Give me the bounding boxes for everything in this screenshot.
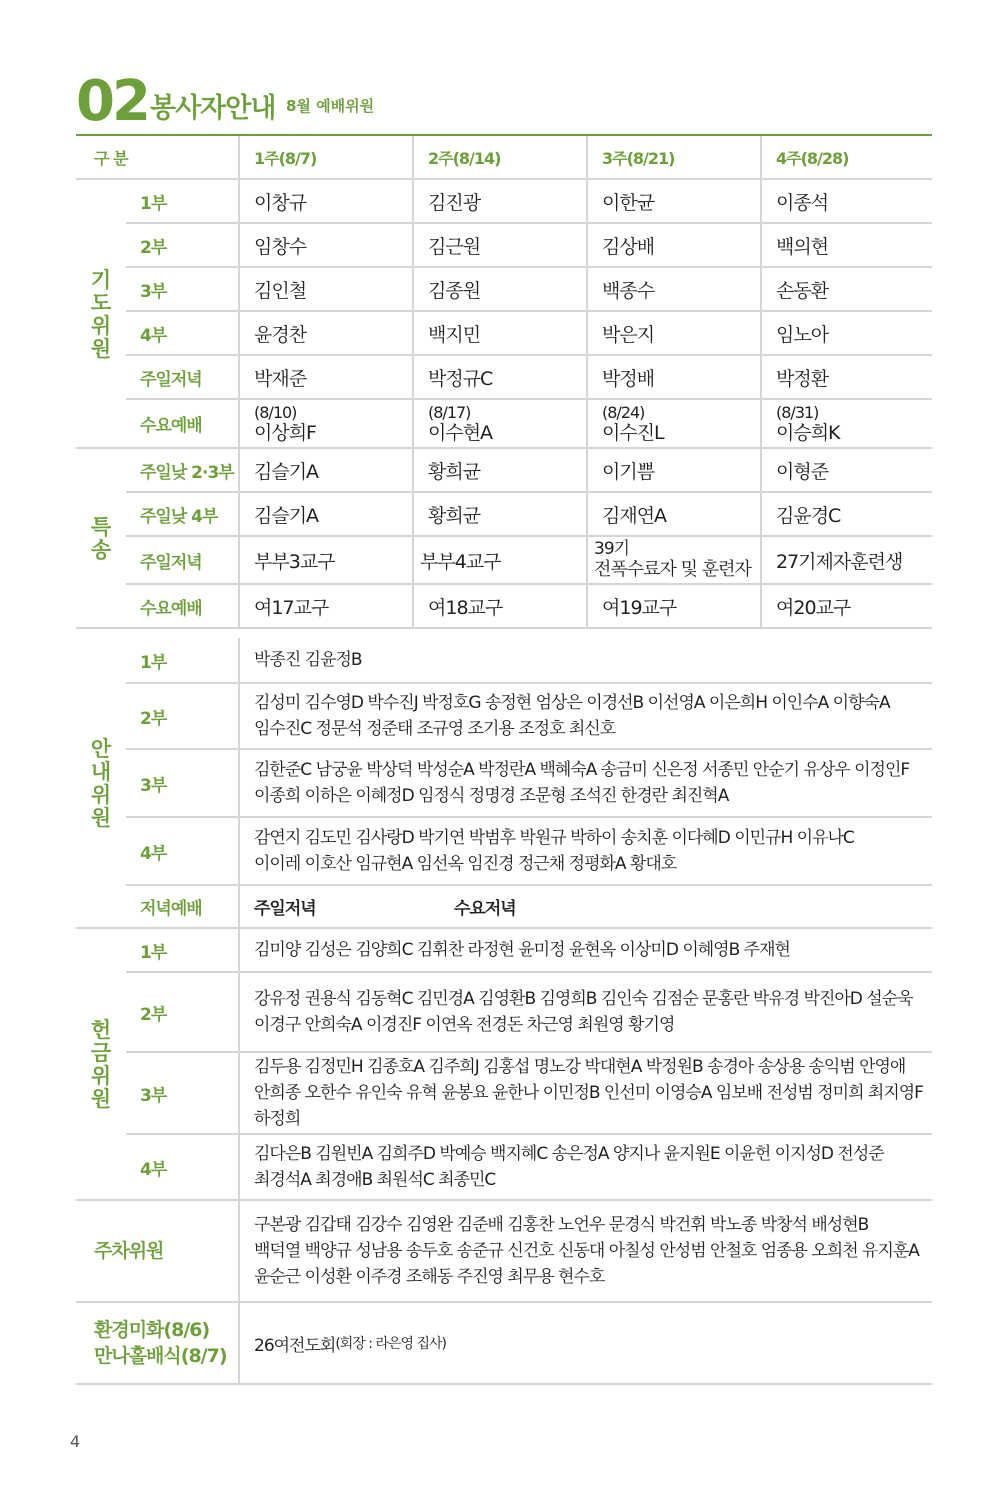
page-number: 4 — [70, 1432, 81, 1451]
table-cell — [586, 537, 760, 583]
table-cell — [586, 400, 760, 447]
row-label: 주일낮 2·3부 — [140, 462, 234, 483]
names-line: 구본광 김갑태 김강수 김영완 김준배 김홍찬 노언우 문경식 박건휘 박노종 박창석 배성현B — [254, 1215, 869, 1235]
table-cell: 백지민 — [412, 312, 586, 354]
table-row — [126, 818, 932, 886]
names-cell — [238, 973, 932, 1051]
names-line: 김미양 김성은 김양희C 김휘찬 라정현 윤미정 윤현옥 이상미D 이혜영B 주재현 — [254, 940, 790, 960]
table-row — [126, 886, 932, 929]
names-line: 이이레 이호산 임규현A 임선옥 임진경 정근채 정평화A 황대호 — [254, 854, 677, 874]
special-group-label — [76, 449, 126, 629]
names-line: 박종진 김윤정B — [254, 650, 362, 670]
prayer-group-text: 기도위원 — [90, 267, 112, 361]
table-cell: 박정규C — [412, 356, 586, 398]
environment-note: (회장 : 라은영 집사) — [335, 1336, 446, 1352]
names-line: 강유정 권용식 김동혁C 김민경A 김영환B 김영희B 김인숙 김점순 문홍란 박유경 박진아D 설순욱 — [254, 989, 913, 1009]
table-cell: 김근원 — [412, 224, 586, 266]
table-cell: 이형준 — [760, 449, 932, 491]
names-cell — [238, 1201, 932, 1301]
row-label: 4부 — [140, 1159, 167, 1180]
names-line: 이종희 이하은 이혜정D 임정식 정명경 조문형 조석진 한경란 최진혁A — [254, 786, 729, 806]
date-text: (8/17) — [428, 402, 471, 422]
group-divider — [76, 627, 932, 629]
category-header: 구 분 — [94, 148, 128, 168]
row-label: 3부 — [140, 775, 167, 796]
table-cell: 김인철 — [238, 268, 412, 310]
table-cell: 황희균 — [412, 493, 586, 535]
week4-header: 4주(8/28) — [760, 136, 932, 178]
environment-label-line: 환경미화(8/6) — [94, 1319, 210, 1341]
special-group-text: 특송 — [90, 515, 112, 562]
week3-header: 3주(8/21) — [586, 136, 760, 178]
names-line: 백덕열 백양규 성남용 송두호 송준규 신건호 신동대 아칠성 안성범 안철호 엄종용 오희천 유지훈A — [254, 1241, 919, 1261]
table-row — [126, 537, 932, 585]
table-cell: 박은지 — [586, 312, 760, 354]
row-label: 4부 — [140, 843, 167, 864]
table-row — [126, 973, 932, 1053]
names-line: 김성미 김수영D 박수진J 박정호G 송정현 엄상은 이경선B 이선영A 이은희H 이인수A 이향숙A — [254, 693, 890, 713]
table-row — [126, 400, 932, 449]
row-label: 3부 — [140, 281, 167, 302]
table-cell: 이한균 — [586, 180, 760, 222]
row-label: 수요예배 — [140, 598, 202, 619]
names-line: 최경석A 최경애B 최원석C 최종민C — [254, 1170, 496, 1190]
table-row — [126, 180, 932, 224]
row-label: 1부 — [140, 193, 167, 214]
names-line: 감연지 김도민 김사랑D 박기연 박범후 박원규 박하이 송치훈 이다혜D 이민규H 이유나C — [254, 828, 854, 848]
table-row — [126, 1135, 932, 1201]
names-cell — [238, 684, 932, 748]
offering-group-text: 헌금위원 — [90, 1018, 112, 1111]
row-label: 2부 — [140, 708, 167, 729]
table-cell: 임노아 — [760, 312, 932, 354]
evening-wed: 수요저녁 — [454, 899, 516, 919]
table-cell: 백종수 — [586, 268, 760, 310]
table-cell: 부부4교구 — [412, 537, 586, 583]
table-cell: 김상배 — [586, 224, 760, 266]
environment-value: 26여전도회 — [254, 1335, 336, 1356]
table-row — [126, 356, 932, 400]
section-subtitle: 8월 예배위원 — [286, 97, 375, 115]
row-label: 2부 — [140, 1004, 167, 1025]
table-cell — [238, 400, 412, 447]
table-row — [126, 268, 932, 312]
parking-label: 주차위원 — [94, 1240, 164, 1262]
name-text: 이수진L — [602, 421, 664, 444]
table-cell: 김재연A — [586, 493, 760, 535]
section-number: 02 — [76, 69, 148, 134]
table-cell: 황희균 — [412, 449, 586, 491]
table-cell: 여20교구 — [760, 585, 932, 627]
row-label: 주일저녁 — [140, 369, 202, 390]
prayer-group-label — [76, 180, 126, 449]
names-line: 이경구 안희숙A 이경진F 이연옥 전경돈 차근영 최원영 황기영 — [254, 1015, 675, 1035]
usher-group-label — [76, 638, 126, 929]
table-cell: 박정환 — [760, 356, 932, 398]
names-line: 안희종 오한수 유인숙 유혁 윤봉요 윤한나 이민정B 인선미 이영승A 임보배 전성범 정미희 최지영F — [254, 1083, 923, 1103]
table-cell — [760, 400, 932, 447]
cell-line: 전폭수료자 및 훈련자 — [594, 559, 751, 580]
usher-group-text: 안내위원 — [90, 736, 112, 830]
names-line: 김다은B 김원빈A 김희주D 박예승 백지혜C 송은정A 양지나 윤지원E 이윤헌 이지성D 전성준 — [254, 1144, 884, 1164]
table-cell: 김슬기A — [238, 449, 412, 491]
table-cell: 여19교구 — [586, 585, 760, 627]
names-line: 윤순근 이성환 이주경 조해동 주진영 최무용 현수호 — [254, 1267, 605, 1287]
table-cell: 백의현 — [760, 224, 932, 266]
table-cell: 27기제자훈련생 — [760, 537, 932, 583]
date-text: (8/24) — [602, 402, 645, 422]
names-line: 하정희 — [254, 1109, 301, 1129]
week2-header: 2주(8/14) — [412, 136, 586, 178]
table-cell: 임창수 — [238, 224, 412, 266]
names-cell — [238, 929, 932, 971]
table-row — [126, 449, 932, 493]
cell-line: 39기 — [594, 539, 630, 559]
environment-label-line: 만나홀배식(8/7) — [94, 1345, 227, 1367]
names-cell — [238, 750, 932, 816]
date-text: (8/10) — [254, 402, 297, 422]
row-label: 수요예배 — [140, 416, 202, 436]
row-label: 1부 — [140, 652, 167, 673]
evening-cell — [238, 886, 932, 927]
table-cell: 박정배 — [586, 356, 760, 398]
table-row — [126, 929, 932, 973]
table-cell: 여18교구 — [412, 585, 586, 627]
names-cell — [238, 818, 932, 884]
table-row — [126, 750, 932, 818]
row-label: 3부 — [140, 1085, 167, 1106]
date-text: (8/31) — [776, 402, 819, 422]
row-label: 4부 — [140, 325, 167, 346]
table-cell: 김진광 — [412, 180, 586, 222]
table-cell — [412, 400, 586, 447]
table-header-row — [76, 136, 932, 180]
table-row — [126, 638, 932, 684]
table-row — [126, 224, 932, 268]
table-cell: 손동환 — [760, 268, 932, 310]
row-label: 저녁예배 — [140, 899, 202, 919]
names-line: 김두용 김정민H 김종호A 김주희J 김홍섭 명노강 박대현A 박정원B 송경아 송상용 송익범 안영애 — [254, 1057, 906, 1077]
week1-header: 1주(8/7) — [238, 136, 412, 178]
table-cell: 이종석 — [760, 180, 932, 222]
table-cell: 김슬기A — [238, 493, 412, 535]
table-cell: 박재준 — [238, 356, 412, 398]
table-row — [126, 493, 932, 537]
table-row — [126, 585, 932, 629]
row-label: 1부 — [140, 942, 167, 963]
offering-group-label — [76, 929, 126, 1201]
parking-row — [76, 1201, 932, 1303]
names-cell — [238, 1053, 932, 1133]
table-cell: 부부3교구 — [238, 537, 412, 583]
names-cell — [238, 638, 932, 682]
names-line: 김한준C 남궁윤 박상덕 박성순A 박정란A 백혜숙A 송금미 신은정 서종민 안순기 유상우 이정인F — [254, 760, 910, 780]
environment-cell — [238, 1303, 932, 1383]
table-cell: 김종원 — [412, 268, 586, 310]
table-cell: 이기쁨 — [586, 449, 760, 491]
environment-row — [76, 1303, 932, 1385]
environment-label — [76, 1303, 238, 1383]
row-label: 주일저녁 — [140, 552, 202, 573]
names-cell — [238, 1135, 932, 1199]
row-label: 2부 — [140, 237, 167, 258]
name-text: 이수현A — [428, 421, 493, 444]
name-text: 이승희K — [776, 421, 840, 444]
table-cell: 여17교구 — [238, 585, 412, 627]
name-text: 이상희F — [254, 421, 316, 444]
table-row — [126, 684, 932, 750]
evening-sun: 주일저녁 — [254, 899, 316, 919]
names-line: 임수진C 정문석 정준태 조규영 조기용 조정호 최신호 — [254, 719, 616, 739]
table-row — [126, 1053, 932, 1135]
table-row — [126, 312, 932, 356]
table-cell: 김윤경C — [760, 493, 932, 535]
table-cell: 이창규 — [238, 180, 412, 222]
row-label: 주일낮 4부 — [140, 506, 218, 527]
table-cell: 윤경찬 — [238, 312, 412, 354]
section-title: 봉사자안내 — [150, 93, 276, 124]
